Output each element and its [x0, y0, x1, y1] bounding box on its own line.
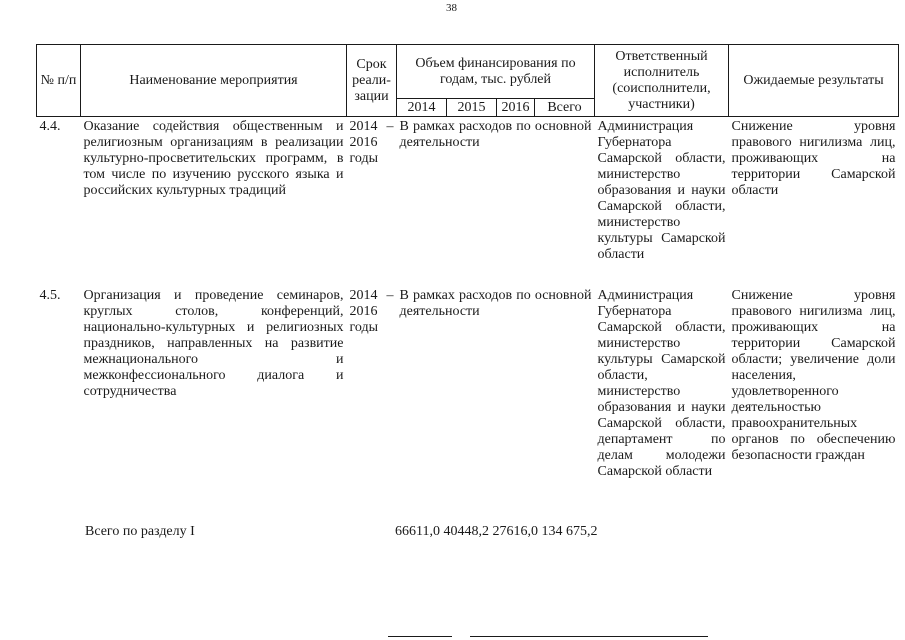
header-year-2016: 2016: [497, 99, 535, 117]
header-results: Ожидаемые результаты: [729, 45, 899, 117]
section-total-label: Всего по разделу I: [85, 524, 195, 539]
row-results: Снижение уровня правового нигилизма лиц, проживающих на территории Самарской области; увеличение доли населения, удовлетворенного деятельностью правоохранительных органов по обеспечению безопасности граждан: [731, 288, 896, 463]
footer-divider: [388, 636, 452, 637]
activities-table: [36, 44, 899, 515]
header-executor: Ответственный исполнитель (соисполнители, участники): [595, 45, 729, 117]
table-row: [37, 117, 899, 287]
row-financing: В рамках расходов по основной деятельности: [399, 119, 592, 150]
row-executor: Администрация Губернатора Самарской области, министерство культуры Самарской области, министерство образования и науки Самарской области, департамент по делам молодежи Самарской области: [597, 288, 726, 479]
table-row: [37, 286, 899, 515]
footer-divider: [470, 636, 708, 637]
header-total: Всего: [535, 99, 595, 117]
row-financing: В рамках расходов по основной деятельности: [399, 288, 592, 319]
row-executor: Администрация Губернатора Самарской области, министерство образования и науки Самарской области, министерство культуры Самарской области: [597, 119, 726, 262]
row-term: 2014 – 2016 годы: [349, 119, 394, 166]
header-term: Срок реали-зации: [347, 45, 397, 117]
header-year-2015: 2015: [447, 99, 497, 117]
header-year-2014: 2014: [397, 99, 447, 117]
header-name: Наименование мероприятия: [81, 45, 347, 117]
header-num: № п/п: [37, 45, 81, 117]
row-num: 4.4.: [39, 119, 61, 134]
row-results: Снижение уровня правового нигилизма лиц, проживающих на территории Самарской области: [731, 119, 896, 198]
row-name: Оказание содействия общественным и религиозным организациям в реализации культурно-просветительских программ, в том числе по изучению русского языка и российских культурных традиций: [83, 119, 344, 198]
page-number: 38: [446, 2, 457, 14]
section-total-values: 66611,0 40448,2 27616,0 134 675,2: [395, 524, 598, 539]
row-term: 2014 – 2016 годы: [349, 288, 394, 335]
row-name: Организация и проведение семинаров, круглых столов, конференций, национально-культурных и религиозных праздников, направленных на развитие межнационального и межконфессионального диалога и сотрудничества: [83, 288, 344, 399]
row-num: 4.5.: [39, 288, 61, 303]
header-financing: Объем финансирования по годам, тыс. рублей: [397, 45, 595, 99]
